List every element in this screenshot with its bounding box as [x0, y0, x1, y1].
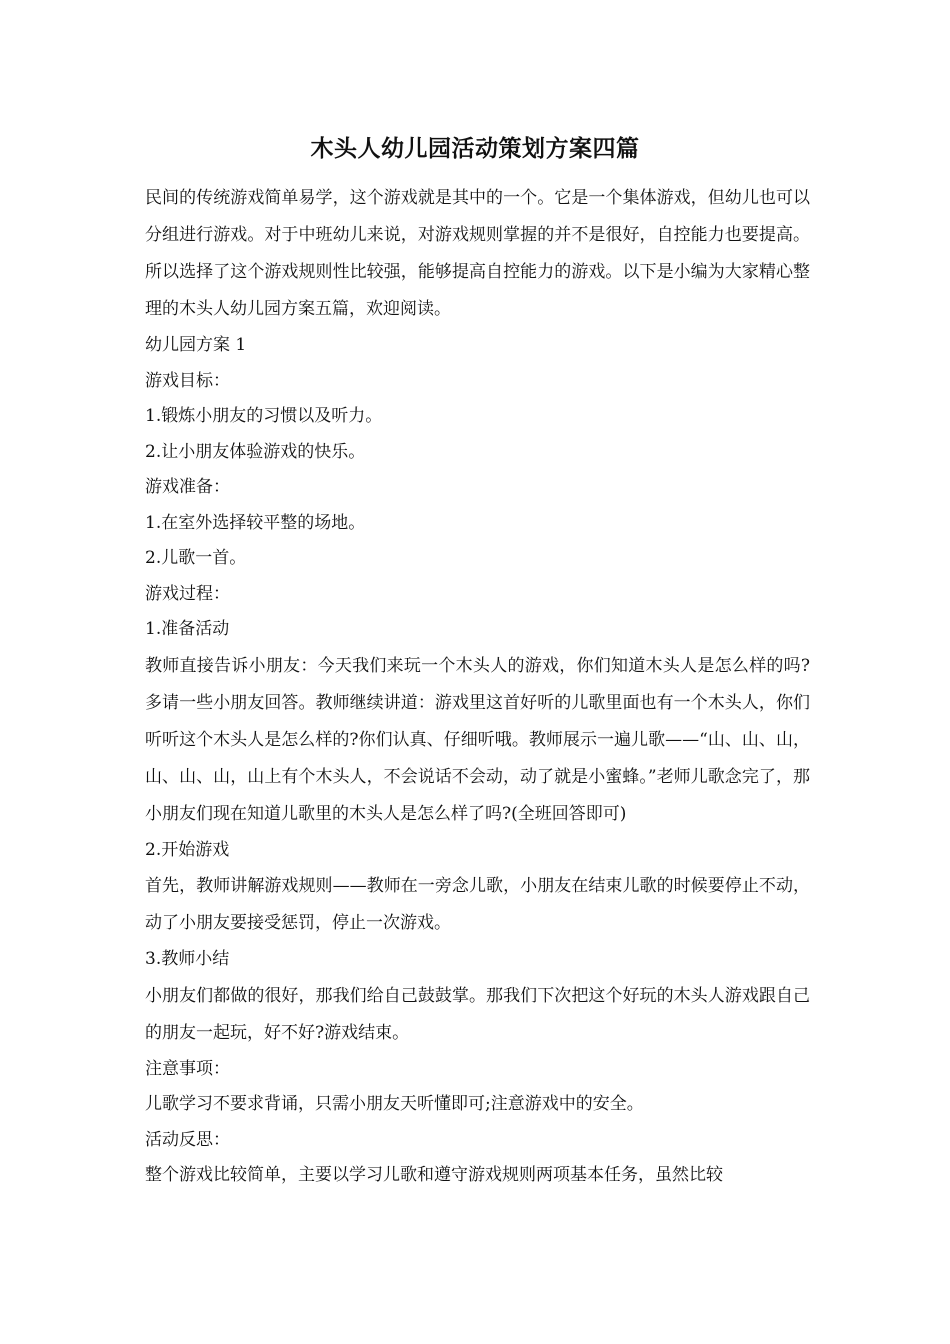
prep-item-1: 1.在室外选择较平整的场地。 [145, 512, 366, 533]
process-heading: 游戏过程： [145, 583, 230, 604]
goals-heading: 游戏目标： [145, 370, 230, 391]
reflection-paragraph: 整个游戏比较简单，主要以学习儿歌和遵守游戏规则两项基本任务，虽然比较 [145, 1165, 723, 1185]
reflection-heading: 活动反思： [145, 1129, 230, 1150]
notes-heading: 注意事项： [145, 1058, 230, 1079]
document-title: 木头人幼儿园活动策划方案四篇 [310, 135, 640, 162]
plan-heading: 幼儿园方案 1 [145, 335, 247, 355]
prep-item-2: 2.儿歌一首。 [145, 548, 247, 568]
goal-item-1: 1.锻炼小朋友的习惯以及听力。 [145, 406, 383, 426]
intro-paragraph: 民间的传统游戏简单易学，这个游戏就是其中的一个。它是一个集体游戏，但幼儿也可以分组进行游戏。对于中班幼儿来说，对游戏规则掌握的并不是很好，自控能力也要提高。所以选择了这个游戏规则性比较强，能够提高自控能力的游戏。以下是小编为大家精心整理的木头人幼儿园方案五篇，欢迎阅读。 [145, 188, 810, 319]
step-1-paragraph: 教师直接告诉小朋友：今天我们来玩一个木头人的游戏，你们知道木头人是怎么样的吗?多请一些小朋友回答。教师继续讲道：游戏里这首好听的儿歌里面也有一个木头人，你们听听这个木头人是怎么样的?你们认真、仔细听哦。教师展示一遍儿歌——“山、山、山，山、山、山，山上有个木头人，不会说话不会动，动了就是小蜜蜂。”老师儿歌念完了，那小朋友们现在知道儿歌里的木头人是怎么样了吗?(全班回答即可) [145, 655, 810, 824]
step-3-heading: 3.教师小结 [145, 949, 230, 969]
step-1-heading: 1.准备活动 [145, 619, 230, 639]
document-body [145, 180, 810, 1194]
notes-paragraph: 儿歌学习不要求背诵，只需小朋友天听懂即可;注意游戏中的安全。 [145, 1094, 644, 1114]
goal-item-2: 2.让小朋友体验游戏的快乐。 [145, 441, 366, 462]
step-2-heading: 2.开始游戏 [145, 839, 230, 860]
step-2-paragraph: 首先，教师讲解游戏规则——教师在一旁念儿歌，小朋友在结束儿歌的时候要停止不动，动了小朋友要接受惩罚，停止一次游戏。 [145, 876, 810, 933]
step-3-paragraph: 小朋友们都做的很好，那我们给自己鼓鼓掌。那我们下次把这个好玩的木头人游戏跟自己的朋友一起玩，好不好?游戏结束。 [145, 985, 810, 1043]
prep-heading: 游戏准备： [145, 477, 230, 497]
